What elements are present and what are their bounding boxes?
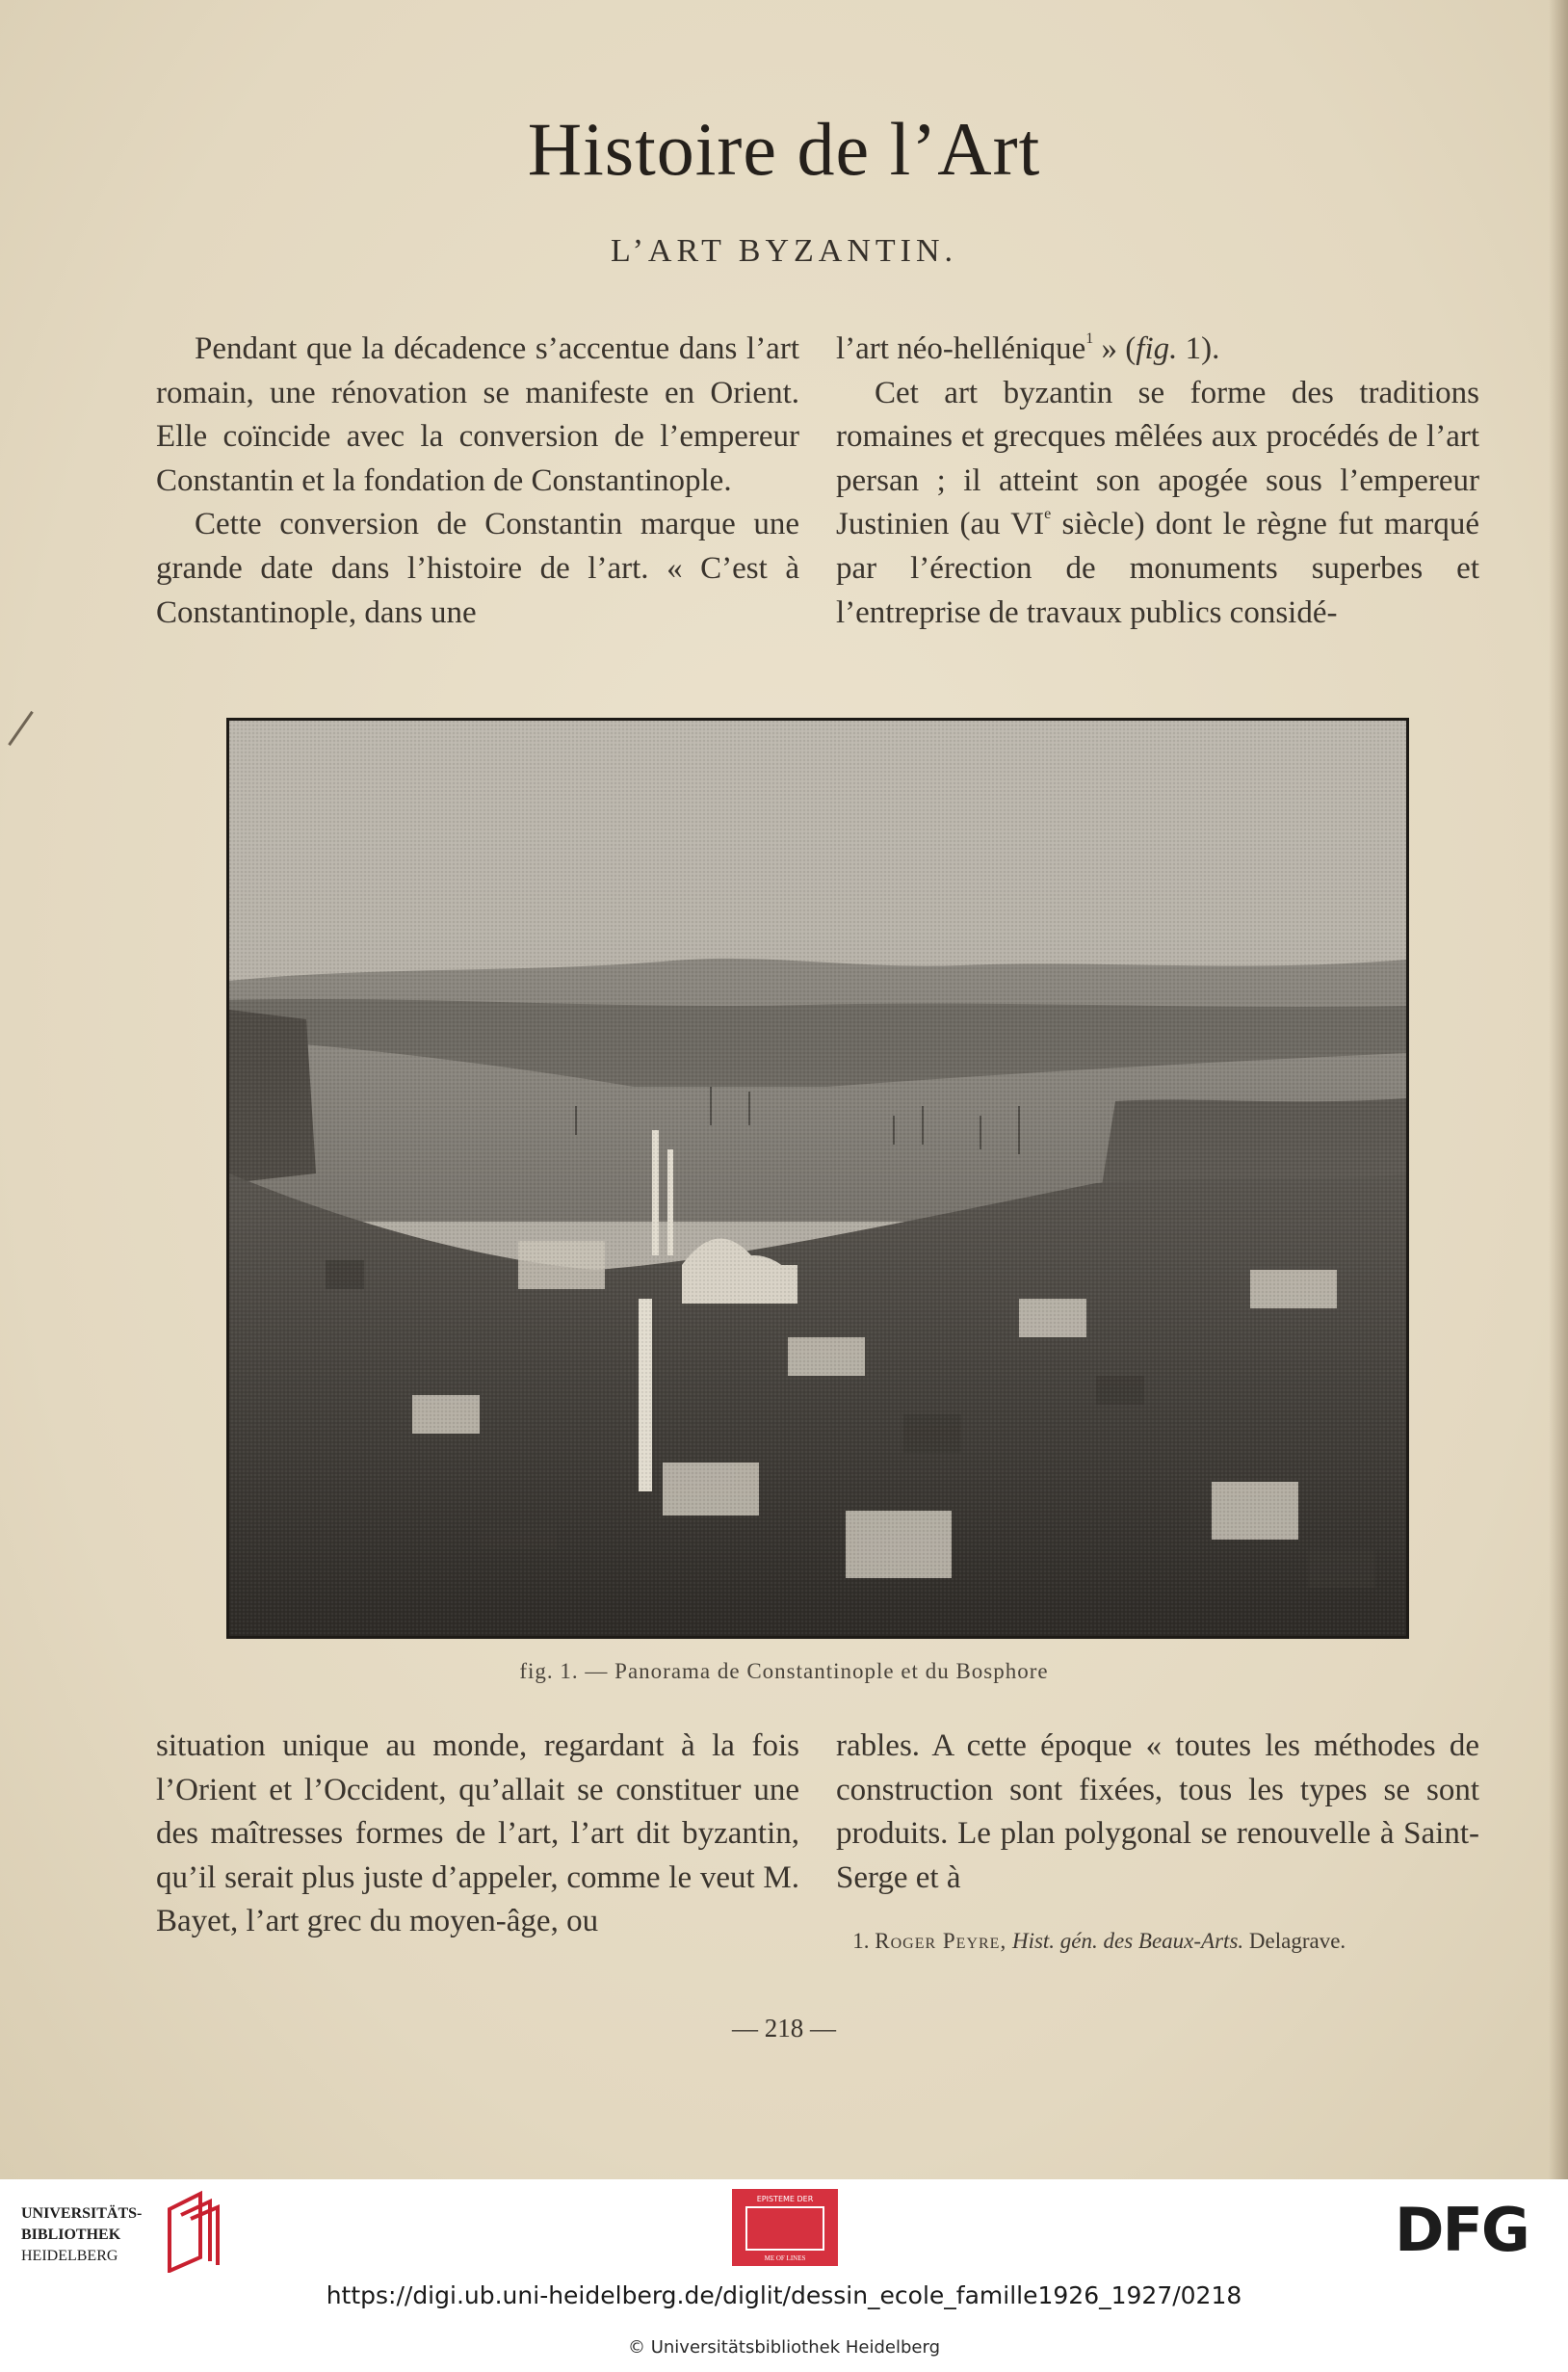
copyright-notice: © Universitätsbibliothek Heidelberg <box>627 2337 940 2358</box>
logo-text-line: UNIVERSITÄTS- <box>21 2205 143 2222</box>
figure-ref: fig. <box>1136 331 1178 366</box>
footnote-work: Hist. gén. des Beaux-Arts. <box>1011 1929 1244 1953</box>
paragraph <box>836 372 1479 636</box>
text-run: Cet art byzantin se forme des traditions romaines et grecques mêlées aux procédés de l’art persan ; il atteint son apogée sous l’empereur Justinien (au VI <box>836 375 1479 542</box>
text-run: siècle) dont le règne fut marqué par l’érection de monuments superbes et l’entreprise de travaux publics considé- <box>836 507 1479 630</box>
logo-text: EPISTEME DER <box>756 2195 814 2203</box>
footnote <box>836 1927 1487 1956</box>
footnote-publisher: Delagrave. <box>1248 1929 1346 1953</box>
footnote-ref: 1 <box>1085 330 1094 347</box>
logo-text: ME OF LINES <box>764 2254 806 2262</box>
footnote-author: Roger Peyre, <box>875 1929 1007 1953</box>
paragraph: rables. A cette époque « toutes les méthodes de construction sont fixées, tous les types se sont produits. Le plan polygonal se renouvelle à Saint-Serge et à <box>836 1728 1479 1895</box>
text-run: l’art néo-hellénique <box>836 331 1086 366</box>
margin-pencil-mark <box>8 711 34 746</box>
page-number: — 218 — <box>732 2014 836 2043</box>
footnote-number: 1. <box>852 1929 870 1953</box>
paragraph: Cette conversion de Constantin marque une grande date dans l’histoire de l’art. « C’est à Constantinople, dans une <box>156 507 799 630</box>
text-run: 1). <box>1177 331 1220 366</box>
paragraph <box>836 328 1479 372</box>
superscript: e <box>1044 506 1052 523</box>
logo-text-line: HEIDELBERG <box>21 2248 118 2264</box>
logo-text-line: BIBLIOTHEK <box>21 2227 121 2243</box>
panorama-photograph <box>226 718 1409 1639</box>
dfg-logo[interactable]: DFG <box>1395 2195 1529 2265</box>
paragraph: Pendant que la décadence s’accentue dans l’art romain, une rénovation se manifeste en Orient. Elle coïncide avec la conversion de l’empereur Constantin et la fondation de Constantinople. <box>156 331 799 498</box>
text-column-bottom-right <box>836 1725 1479 1900</box>
panorama-photo-illustration <box>229 721 1406 1636</box>
text-column-top-left <box>156 328 799 635</box>
episteme-emblem-icon <box>745 2206 824 2251</box>
paragraph: situation unique au monde, regardant à la fois l’Orient et l’Occident, qu’allait se constituer une des maîtresses formes de l’art, l’art dit byzantin, qu’il serait plus juste d’appeler, comme le veut M. Bayet, l’art grec du moyen-âge, ou <box>156 1728 799 1939</box>
ub-logo-mark-icon <box>162 2190 222 2273</box>
page-url-link[interactable]: https://digi.ub.uni-heidelberg.de/diglit/dessin_ecole_famille1926_1927/0218 <box>326 2281 1242 2309</box>
ub-heidelberg-logo[interactable] <box>21 2203 142 2267</box>
page-title: Histoire de l’Art <box>527 107 1041 191</box>
episteme-logo[interactable] <box>732 2189 838 2266</box>
figure-caption: fig. 1. — Panorama de Constantinople et du Bosphore <box>519 1659 1049 1683</box>
text-column-top-right <box>836 328 1479 635</box>
text-run: » ( <box>1093 331 1137 366</box>
text-column-bottom-left <box>156 1725 799 1944</box>
section-heading: L’ART BYZANTIN. <box>610 233 958 269</box>
